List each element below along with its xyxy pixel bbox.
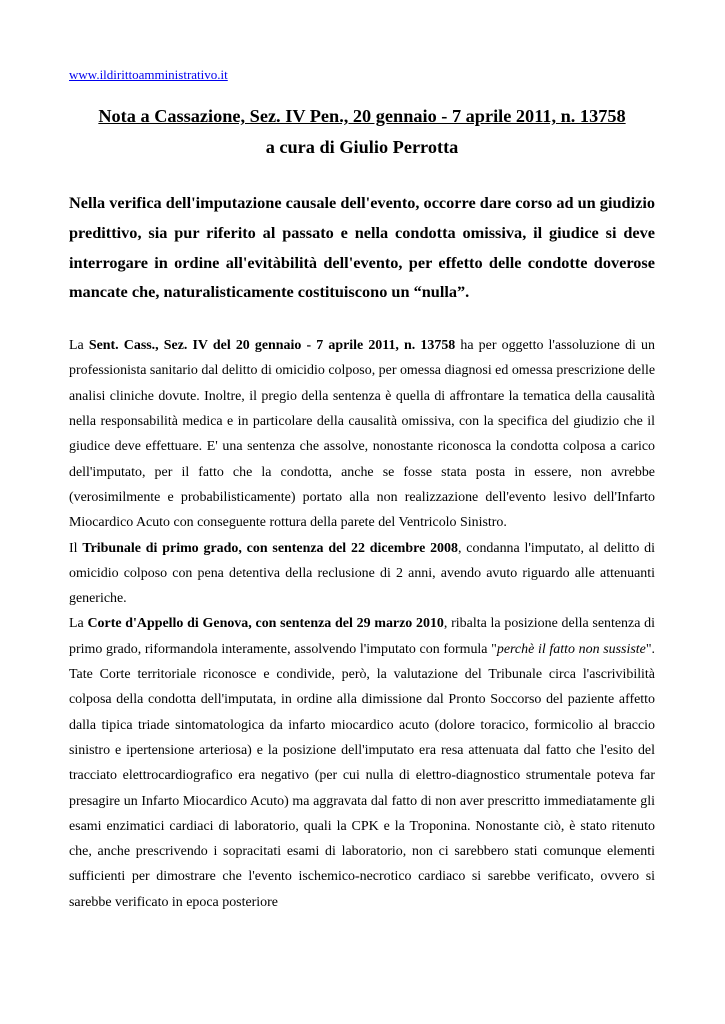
title-line-1: Nota a Cassazione, Sez. IV Pen., 20 gennaio - 7 aprile 2011, n. 13758	[98, 106, 626, 126]
body-text	[69, 333, 655, 915]
paragraph-1-citation: Sent. Cass., Sez. IV del 20 gennaio - 7 aprile 2011, n. 13758	[88, 338, 456, 354]
paragraph-3-citation: Corte d'Appello di Genova, con sentenza del 29 marzo 2010	[87, 616, 444, 632]
paragraph-3-text-a: , ribalta la posizione della sentenza di primo grado, riformandola interamente, assolvendo l'imputato con formula "	[69, 616, 655, 657]
summary-paragraph: Nella verifica dell'imputazione causale dell'evento, occorre dare corso ad un giudizio predittivo, sia pur riferito al passato e nella condotta omissiva, il giudice si deve interrogare in ordine all'evitàbilità dell'evento, per effetto delle condotte doverose mancate che, naturalisticamente costituiscono un “nulla”.	[69, 193, 655, 302]
paragraph-1	[69, 333, 655, 535]
paragraph-2-text: , condanna l'imputato, al delitto di omicidio colposo con pena detentiva della reclusione di 2 anni, avendo avuto riguardo alle attenuanti generiche.	[69, 540, 655, 607]
paragraph-2-lead: Il	[69, 540, 83, 556]
document-page	[69, 66, 655, 915]
paragraph-3-text-b: ". Tate Corte territoriale riconosce e condivide, però, la valutazione del Tribunale circa l'ascrivibilità colposa della condotta dell'imputata, in ordine alla dimissione dal Pronto Soccorso del paziente affetto dalla tipica triade sintomatologica da infarto miocardico acuto (dolore toracico, formicolio al braccio sinistro e ipertensione arteriosa) e la posizione dell'imputato era resa attenuata dal fatto che l'esito del tracciato elettrocardiografico era negativo (per cui nulla di elettro-diagnostico strumentale poteva far presagire un Infarto Miocardico Acuto) ma aggravata dal fatto di non aver prescritto immediatamente gli esami enzimatici cardiaci di laboratorio, quali la CPK e la Troponina. Nonostante ciò, è stato ritenuto che, anche prescrivendo i sopracitati esami di laboratorio, non ci sarebbero stati comunque elementi sufficienti per dimostrare che l'evento ischemico-necrotico cardiaco si sarebbe verificato, ovvero si sarebbe verificato in epoca posteriore	[69, 641, 656, 910]
paragraph-3-formula: perchè il fatto non sussiste	[496, 641, 646, 657]
paragraph-1-text: ha per oggetto l'assoluzione di un professionista sanitario dal delitto di omicidio colposo, per omessa diagnosi ed omessa prescrizione delle analisi cliniche dovute. Inoltre, il pregio della sentenza è quella di affrontare la tematica della causalità nella responsabilità medica e in particolare della causalità omissiva, con la specifica del giudizio che il giudice deve effettuare. E' una sentenza che assolve, nonostante riconosca la condotta colposa a carico dell'imputato, per il fatto che la condotta, anche se fosse stata posta in essere, non avrebbe (verosimilmente e probabilisticamente) portato alla non realizzazione dell'evento lesivo dell'Infarto Miocardico Acuto con conseguente rottura della parete del Ventricolo Sinistro.	[69, 338, 656, 531]
paragraph-2-citation: Tribunale di primo grado, con sentenza del 22 dicembre 2008	[82, 540, 458, 556]
document-title	[69, 104, 655, 159]
website-link[interactable]: www.ildirittoamministrativo.it	[69, 67, 228, 82]
paragraph-1-lead: La	[69, 338, 89, 354]
paragraph-2	[69, 536, 655, 612]
paragraph-3	[69, 611, 655, 915]
paragraph-3-lead: La	[69, 616, 88, 632]
author-line: a cura di Giulio Perrotta	[265, 137, 459, 157]
